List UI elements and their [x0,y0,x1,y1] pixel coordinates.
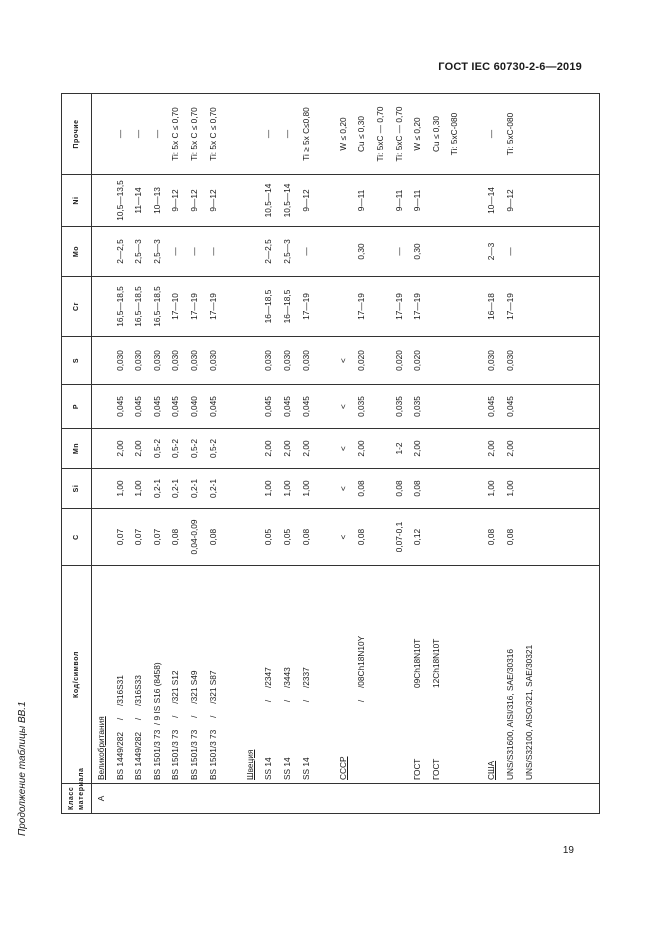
table-continuation-caption: Продолжение таблицы ВВ.1 [17,701,28,836]
header-s: S [62,337,92,385]
mo-column: 2—2,5 2,5—3 2,5—3 — — — 2—2,5 2,5—3 — 0,30 — 0,30 2—3 — [92,227,600,277]
code-row: BS 1501/3 73//321 S49 [188,670,199,780]
table-frame [61,94,600,814]
header-mo: Mo [62,227,92,277]
header-mn: Mn [62,429,92,469]
c-column: 0,07 0,07 0,07 0,08 0,04-0,09 0,08 0,05 0,05 0,08 < 0,08 0,07-0,1 0,12 0,08 0,08 [92,509,600,566]
material-class-value: A [96,795,106,802]
rotated-table-container [61,94,600,814]
code-row: //08Ch18N10Y [356,635,367,703]
code-row: BS 1501/3 73 / 9 IS S16 (8458) [151,662,162,780]
document-header: ГОСТ IEC 60730-2-6—2019 [438,61,582,73]
code-row: BS 1449/282//316S31 [114,675,125,780]
code-row: BS 1501/3 73//321 S87 [207,670,218,780]
group-uk-codes [92,569,222,780]
table-header-row [62,94,92,814]
other-column: — — — Ti: 5x C ≤ 0,70 Ti: 5x C ≤ 0,70 Ti: 5x C ≤ 0,70 — — Ti ≥ 5x C≤0,80 W ≤ 0,20 Cu ≤ 0,30 Ti: 5xC — 0,70 Ti: 5xC — 0,70 W ≤ 0,20 Cu ≤ 0,30 Ti: 5xC-080 — Ti: 5xC-080 [92,94,600,175]
header-code: Код/символ [62,566,92,784]
header-c: C [62,509,92,566]
mn-column: 2,00 2,00 0,5-2 0,5-2 0,5-2 0,5-2 2,00 2,00 2,00 < 2,00 1-2 2,00 2,00 2,00 [92,429,600,469]
steel-composition-table [61,93,600,814]
code-row: BS 1501/3 73//321 S12 [170,670,181,780]
material-class-cell [92,784,600,814]
group-name-se: Швеция [244,749,255,780]
header-ni: Ni [62,175,92,227]
p-column: 0,045 0,045 0,045 0,045 0,040 0,045 0,045 0,045 0,045 < 0,035 0,035 0,035 0,045 0,045 [92,385,600,429]
group-us-codes [482,569,538,780]
code-row: SS 14//2337 [300,667,311,780]
group-se-codes [241,569,315,780]
code-row: UNS/S32100, AISO/321, SAE/30321 [523,644,534,780]
group-name-us: США [486,760,497,780]
header-p: P [62,385,92,429]
code-row: SS 14//3443 [281,667,292,780]
code-row: BS 1449/282//316S33 [133,675,144,780]
header-cr: Cr [62,277,92,337]
s-column: 0,030 0,030 0,030 0,030 0,030 0,030 0,030 0,030 0,030 < 0,020 0,020 0,020 0,030 0,030 [92,337,600,385]
code-column [92,566,600,784]
ni-column: 10,5—13,5 11—14 10—13 9—12 9—12 9—12 10,5—14 10,5—14 9—12 9—11 9—11 9—11 10—14 9—12 [92,175,600,227]
header-si: Si [62,469,92,509]
table-body-row [92,94,600,814]
cr-column: 16,5—18,5 16,5—18,5 16,5—18,5 17—10 17—19 17—19 16—18,5 16—18,5 17—19 17—19 17—19 17—19 16—18 17—19 [92,277,600,337]
header-class: Класс материала [62,784,92,814]
group-name-uk: Великобритания [96,716,106,780]
code-row: ГОСТ12Ch18N10T [430,638,441,780]
group-name-su: СССР [337,756,348,780]
code-row: SS 14//2347 [263,667,274,780]
group-su-codes [334,569,446,780]
page-number: 19 [562,845,574,856]
si-column: 1,00 1,00 0,2-1 0,2-1 0,2-1 0,2-1 1,00 1,00 1,00 < 0,08 0,08 0,08 1,00 1,00 [92,469,600,509]
code-row: ГОСТ09Ch18N10T [412,638,423,780]
code-row: UNS/S31600, AISI/316, SAE/30316 [505,649,516,780]
header-other: Прочие [62,94,92,175]
